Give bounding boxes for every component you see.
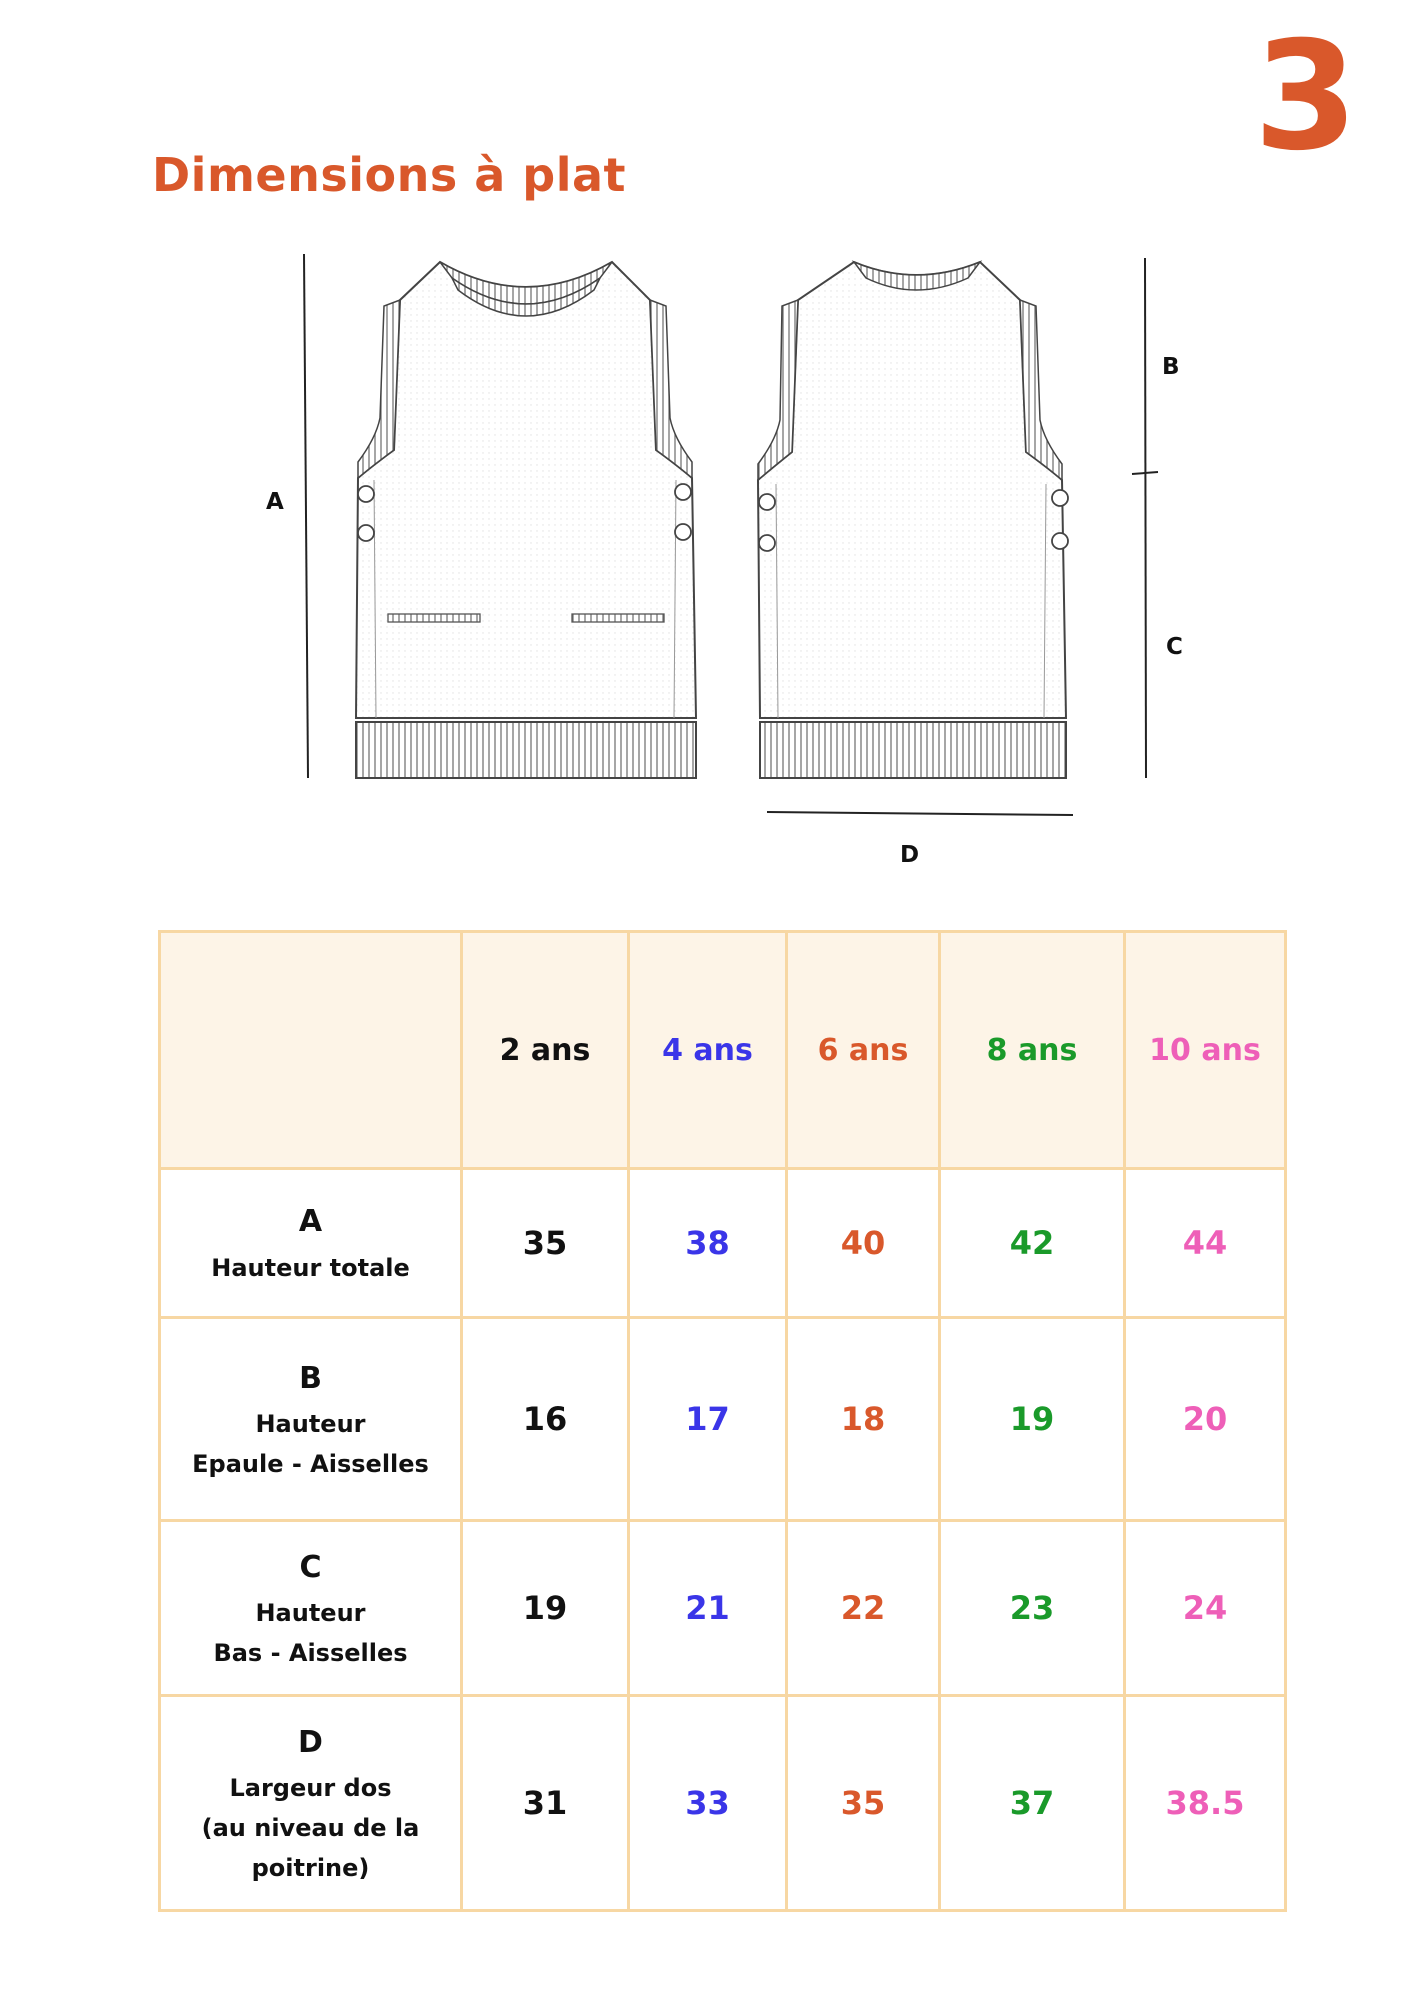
- vest-front-illustration: [356, 262, 696, 778]
- dimension-label-d: D: [900, 842, 920, 868]
- table-corner-cell: [160, 932, 462, 1169]
- page-number: 3: [1253, 10, 1358, 184]
- measurement-description: (au niveau de la: [201, 1813, 420, 1842]
- dimension-label-c: C: [1166, 634, 1183, 660]
- vest-back-illustration: [758, 262, 1066, 778]
- measurement-label: [160, 1521, 462, 1696]
- measurement-description: Bas - Aisselles: [213, 1638, 408, 1667]
- table-cell: 38.5: [1125, 1696, 1286, 1911]
- dimension-line-d: [767, 812, 1073, 815]
- table-cell: 42: [940, 1169, 1125, 1318]
- table-row: [160, 1696, 1286, 1911]
- table-cell: 33: [629, 1696, 787, 1911]
- measurement-label: [160, 1169, 462, 1318]
- measurement-letter: A: [298, 1204, 323, 1240]
- measurement-description: Hauteur: [255, 1599, 366, 1628]
- table-cell: 38: [629, 1169, 787, 1318]
- table-row: [160, 1521, 1286, 1696]
- vest-diagram: [0, 0, 1414, 900]
- measurement-letter: B: [299, 1360, 322, 1396]
- table-cell: 18: [787, 1318, 940, 1521]
- measurement-description: Epaule - Aisselles: [192, 1449, 429, 1478]
- table-cell: 19: [462, 1521, 629, 1696]
- table-cell: 35: [787, 1696, 940, 1911]
- table-row: [160, 1318, 1286, 1521]
- table-cell: 35: [462, 1169, 629, 1318]
- measurement-description: Largeur dos: [229, 1774, 392, 1803]
- measurement-letter: C: [299, 1549, 322, 1585]
- size-header-2-ans: 2 ans: [462, 932, 629, 1169]
- size-table: [158, 930, 1287, 1912]
- table-cell: 31: [462, 1696, 629, 1911]
- measurement-description: Hauteur totale: [211, 1253, 410, 1282]
- size-header-6-ans: 6 ans: [787, 932, 940, 1169]
- table-cell: 23: [940, 1521, 1125, 1696]
- table-cell: 22: [787, 1521, 940, 1696]
- table-cell: 24: [1125, 1521, 1286, 1696]
- table-row: [160, 1169, 1286, 1318]
- table-cell: 20: [1125, 1318, 1286, 1521]
- measurement-label: [160, 1318, 462, 1521]
- dimension-label-a: A: [266, 489, 284, 515]
- table-cell: 40: [787, 1169, 940, 1318]
- measurement-label: [160, 1696, 462, 1911]
- measurement-description: Hauteur: [255, 1410, 366, 1439]
- dimension-line-a: [304, 254, 308, 778]
- dimension-line-b-c: [1145, 258, 1146, 778]
- page-title: Dimensions à plat: [152, 148, 627, 202]
- table-cell: 37: [940, 1696, 1125, 1911]
- size-header-4-ans: 4 ans: [629, 932, 787, 1169]
- size-header-10-ans: 10 ans: [1125, 932, 1286, 1169]
- table-header-row: [160, 932, 1286, 1169]
- table-cell: 19: [940, 1318, 1125, 1521]
- dimension-tick-b-c: [1132, 472, 1158, 474]
- measurement-description: poitrine): [251, 1853, 370, 1882]
- table-cell: 16: [462, 1318, 629, 1521]
- table-cell: 44: [1125, 1169, 1286, 1318]
- table-cell: 21: [629, 1521, 787, 1696]
- dimension-label-b: B: [1162, 354, 1180, 380]
- table-cell: 17: [629, 1318, 787, 1521]
- size-header-8-ans: 8 ans: [940, 932, 1125, 1169]
- measurement-letter: D: [298, 1724, 323, 1760]
